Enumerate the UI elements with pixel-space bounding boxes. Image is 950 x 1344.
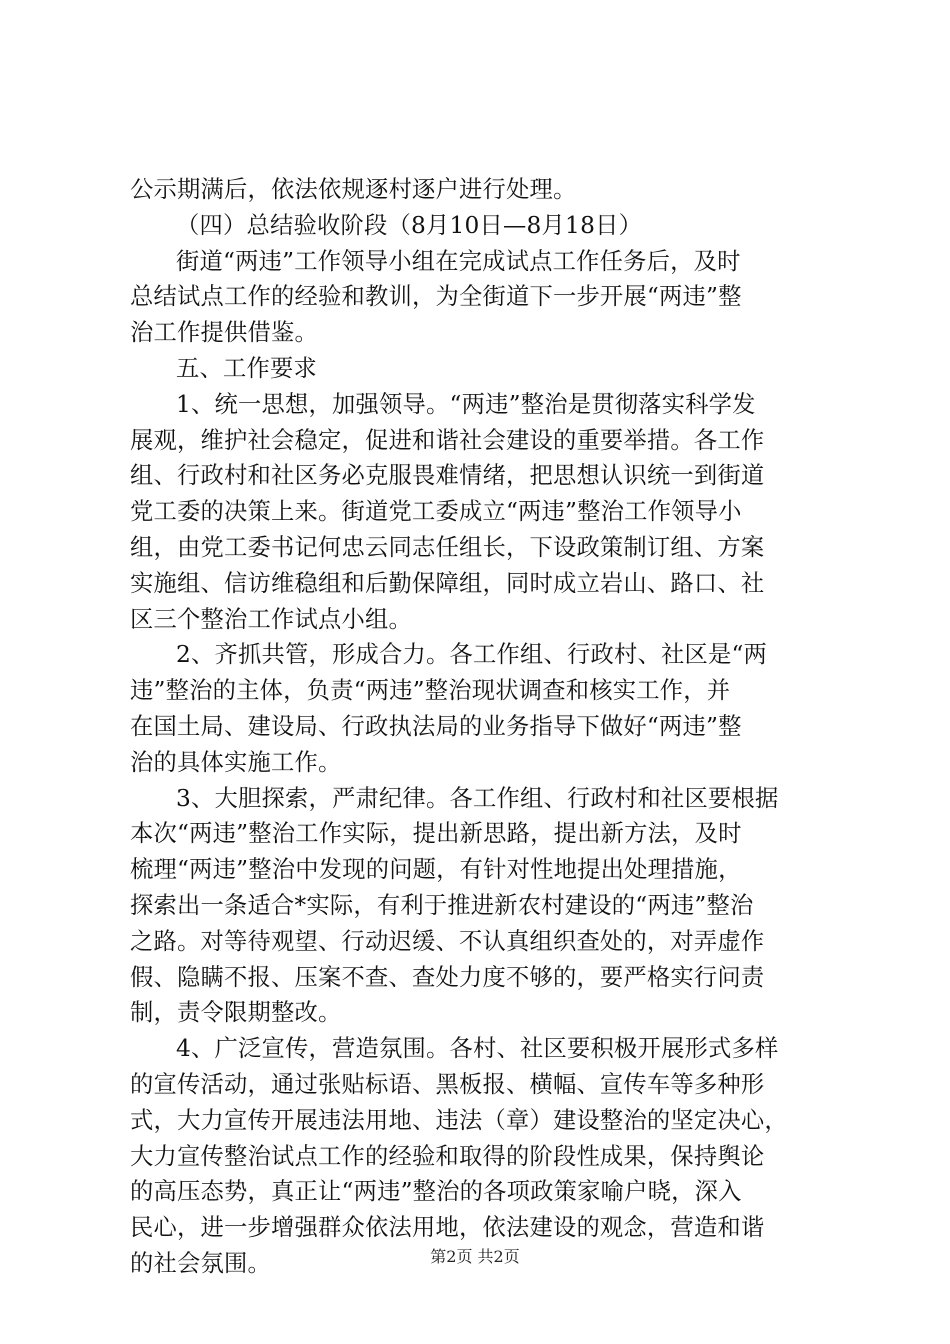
text-line: 在国土局、建设局、行政执法局的业务指导下做好“两违”整 [130,712,742,740]
paragraph-start: 街道“两违”工作领导小组在完成试点工作任务后，及时 [176,247,741,275]
text-line: 的社会氛围。 [130,1249,271,1277]
text-line: 组、行政村和社区务必克服畏难情绪，把思想认识统一到街道 [130,462,765,490]
paragraph-start: 2、齐抓共管，形成合力。各工作组、行政村、社区是“两 [176,641,768,669]
section-heading: （四）总结验收阶段（8月10日—8月18日） [176,211,643,239]
paragraph-start: 4、广泛宣传，营造氛围。各村、社区要积极开展形式多样 [176,1035,779,1063]
text-line: 本次“两违”整治工作实际，提出新思路，提出新方法，及时 [130,820,742,848]
text-line: 违”整治的主体，负责“两违”整治现状调查和核实工作，并 [130,677,731,705]
text-line: 假、隐瞒不报、压案不查、查处力度不够的，要严格实行问责 [130,963,765,991]
text-line: 式，大力宣传开展违法用地、违法（章）建设整治的坚定决心， [130,1106,788,1134]
text-line: 大力宣传整治试点工作的经验和取得的阶段性成果，保持舆论 [130,1142,765,1170]
text-line: 展观，维护社会稳定，促进和谐社会建设的重要举措。各工作 [130,426,765,454]
text-line: 组，由党工委书记何忠云同志任组长，下设政策制订组、方案 [130,533,765,561]
paragraph-start: 3、大胆探索，严肃纪律。各工作组、行政村和社区要根据 [176,784,779,812]
paragraph-start: 1、统一思想，加强领导。“两违”整治是贯彻落实科学发 [176,390,756,418]
text-line: 治的具体实施工作。 [130,748,342,776]
text-line: 制，责令限期整改。 [130,999,342,1027]
text-line: 实施组、信访维稳组和后勤保障组，同时成立岩山、路口、社 [130,569,765,597]
text-line: 治工作提供借鉴。 [130,319,318,347]
text-line: 梳理“两违”整治中发现的问题，有针对性地提出处理措施， [130,856,742,884]
text-line: 总结试点工作的经验和教训，为全街道下一步开展“两违”整 [130,283,742,311]
text-line: 的宣传活动，通过张贴标语、黑板报、横幅、宣传车等多种形 [130,1070,765,1098]
text-line: 探索出一条适合*实际，有利于推进新农村建设的“两违”整治 [130,891,754,919]
text-line: 的高压态势，真正让“两违”整治的各项政策家喻户晓，深入 [130,1178,742,1206]
text-line: 之路。对等待观望、行动迟缓、不认真组织查处的，对弄虚作 [130,927,765,955]
text-line: 区三个整治工作试点小组。 [130,605,412,633]
document-body [130,172,830,1282]
text-line: 公示期满后，依法依规逐村逐户进行处理。 [130,176,577,203]
text-line: 民心，进一步增强群众依法用地，依法建设的观念，营造和谐 [130,1214,765,1242]
section-heading: 五、工作要求 [176,354,317,382]
text-line: 党工委的决策上来。街道党工委成立“两违”整治工作领导小 [130,498,742,526]
page-number-footer: 第2页 共2页 [430,1247,520,1266]
